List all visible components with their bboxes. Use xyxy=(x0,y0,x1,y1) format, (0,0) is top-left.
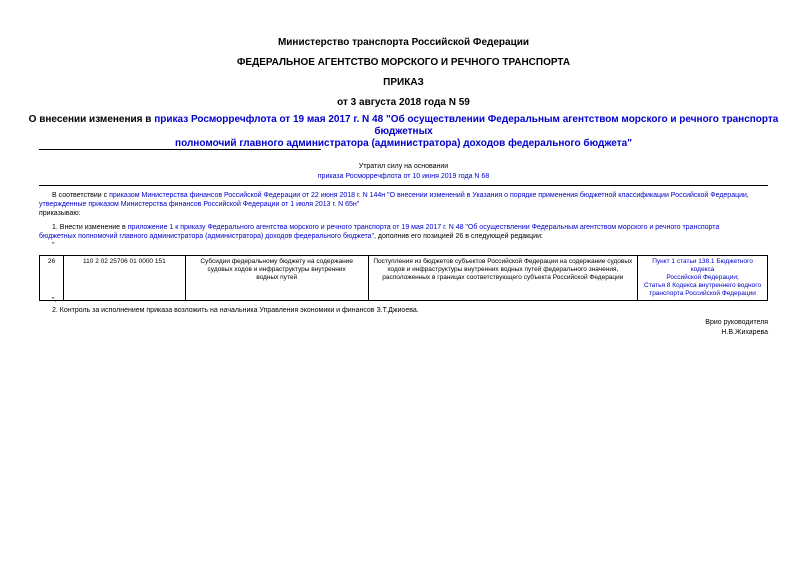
cell-legal-basis[interactable] xyxy=(638,256,768,301)
p2-suffix: , дополнив его позицией 26 в следующей редакции: xyxy=(374,233,543,240)
cell-line[interactable]: Пункт 1 статьи 138.1 Бюджетного кодекса xyxy=(652,258,753,273)
cell-line: судовых ходов и инфраструктуры внутренних xyxy=(207,266,346,273)
quote-open: " xyxy=(52,242,55,249)
budget-table xyxy=(39,255,768,301)
agency-name: ФЕДЕРАЛЬНОЕ АГЕНТСТВО МОРСКОГО И РЕЧНОГО ТРАНСПОРТА xyxy=(236,57,571,68)
p1-end: приказываю: xyxy=(39,210,81,217)
title-link-line1[interactable]: приказ Росморречфлота от 19 мая 2017 г. N 48 "Об осуществлении Федеральным агентством морского и речного транспорта бюджетных xyxy=(154,114,779,137)
paragraph-1 xyxy=(39,191,774,218)
cell-number: 26 xyxy=(40,256,64,301)
p2-link-line1[interactable]: приложение 1 к приказу Федерального агентства морского и речного транспорта от 19 мая 2017 г. N 48 "Об осуществлении Федеральным агентством морского и речного транспорта xyxy=(127,224,720,231)
p1-link-line1[interactable]: приказом Министерства финансов Российской Федерации от 22 июня 2018 г. N 144н "О внесении изменений в Указания о порядке применения бюджетной классификации Российской Федерации, xyxy=(109,192,749,199)
doc-type: ПРИКАЗ xyxy=(383,77,424,88)
paragraph-2 xyxy=(39,223,774,250)
signature-position: Врио руководителя xyxy=(705,319,768,326)
divider-top xyxy=(39,149,321,150)
cell-line[interactable]: Российской Федерации; xyxy=(666,274,739,281)
status-note xyxy=(0,163,807,170)
status-link-wrap xyxy=(0,173,807,180)
p2-prefix: 1. Внести изменение в xyxy=(52,224,128,231)
ministry-name: Министерство транспорта Российской Федерации xyxy=(277,37,530,48)
cell-line: расположенных в границах соответствующего субъекта Российской Федерации xyxy=(382,274,624,281)
cell-income-description xyxy=(368,256,638,301)
cell-line[interactable]: Статья 8 Кодекса внутреннего водного xyxy=(644,282,762,289)
status-link[interactable]: приказа Росморречфлота от 10 июня 2019 года N 68 xyxy=(317,173,490,180)
status-text: Утратил силу на основании xyxy=(358,163,449,170)
p1-prefix: В соответствии с xyxy=(52,192,110,199)
title-link-line2[interactable]: полномочий главного администратора (администратора) доходов федерального бюджета" xyxy=(175,138,632,149)
cell-income-name xyxy=(185,256,368,301)
cell-line: ходов и инфраструктуры внутренних водных путей федерального значения, xyxy=(387,266,619,273)
cell-line[interactable]: транспорта Российской Федерации xyxy=(649,290,756,297)
divider-status xyxy=(39,185,768,186)
cell-code: 110 2 02 25706 01 0000 151 xyxy=(63,256,185,301)
p1-link-line2[interactable]: утвержденные приказом Министерства финансов Российской Федерации от 1 июля 2013 г. N 65н" xyxy=(39,201,360,208)
p2-link-line2[interactable]: бюджетных полномочий главного администратора (администратора) доходов федерального бюджета" xyxy=(39,233,375,240)
quote-close: ". xyxy=(52,297,57,304)
doc-date-number: от 3 августа 2018 года N 59 xyxy=(337,97,470,108)
cell-line: Субсидии федеральному бюджету на содержание xyxy=(200,258,353,265)
doc-title xyxy=(0,114,807,150)
paragraph-3: 2. Контроль за исполнением приказа возложить на начальника Управления экономики и финансов З.Т.Джиоева. xyxy=(52,307,419,314)
cell-line: Поступления из бюджетов субъектов Российской Федерации на содержание судовых xyxy=(373,258,633,265)
title-prefix: О внесении изменения в xyxy=(28,114,155,125)
cell-line: водных путей xyxy=(256,274,298,281)
table-row xyxy=(40,256,768,301)
signature-name: Н.В.Жихарева xyxy=(721,329,768,336)
